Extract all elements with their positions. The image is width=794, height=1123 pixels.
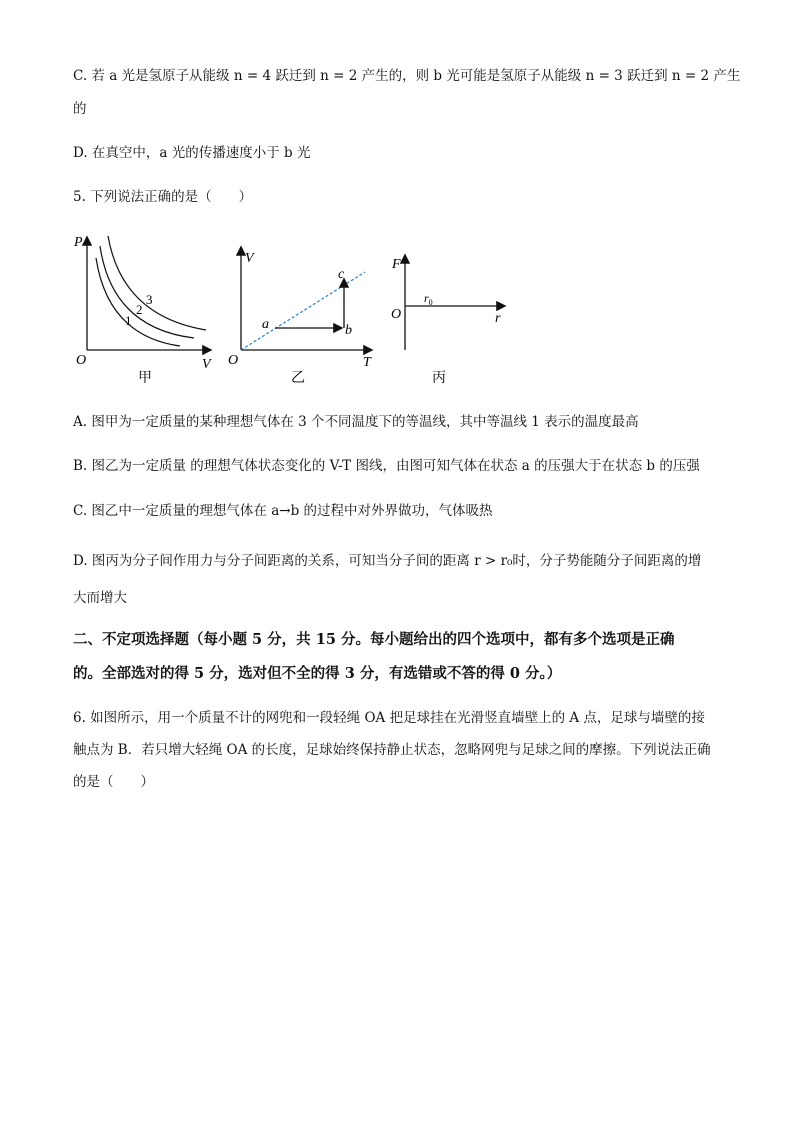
figure-bing xyxy=(388,250,518,388)
option-5d-line1: D. 图丙为分子间作用力与分子间距离的关系，可知当分子间的距离 r > r₀时，分子势能随分子间距离的增 xyxy=(73,553,702,569)
origin-label: O xyxy=(391,307,402,322)
r0-label: $r_0$ xyxy=(424,291,433,307)
option-5d-line2: 大而增大 xyxy=(73,590,127,606)
question-6-line1: 6. 如图所示，用一个质量不计的网兜和一段轻绳 OA 把足球挂在光滑竖直墙壁上的 A 点，足球与墙壁的接 xyxy=(73,710,705,726)
point-c: c xyxy=(338,267,345,282)
axis-label-p: P xyxy=(74,235,83,250)
question-5: 5. 下列说法正确的是（ ） xyxy=(73,189,253,205)
isotherm-3 xyxy=(108,236,206,330)
figure-jia xyxy=(70,228,220,388)
axis-label-f: F xyxy=(392,257,401,272)
option-5b: B. 图乙为一定质量 的理想气体状态变化的 V-T 图线，由图可知气体在状态 a 的压强大于在状态 b 的压强 xyxy=(73,458,700,474)
option-d: D. 在真空中，a 光的传播速度小于 b 光 xyxy=(73,145,311,161)
axis-label-v: V xyxy=(202,357,211,372)
option-c-line2: 的 xyxy=(73,101,87,117)
figure-yi xyxy=(225,240,385,388)
caption-jia: 甲 xyxy=(138,371,152,386)
section-2-heading-line2: 的。全部选对的得 5 分，选对但不全的得 3 分，有选错或不答的得 0 分。） xyxy=(73,665,562,682)
axis-label-v: V xyxy=(245,251,254,266)
axis-label-t: T xyxy=(363,355,371,370)
option-5a: A. 图甲为一定质量的某种理想气体在 3 个不同温度下的等温线，其中等温线 1 表示的温度最高 xyxy=(73,414,639,430)
origin-label: O xyxy=(228,353,239,368)
caption-bing: 丙 xyxy=(432,371,446,386)
question-6-line2: 触点为 B．若只增大轻绳 OA 的长度，足球始终保持静止状态，忽略网兜与足球之间的摩擦。下列说法正确 xyxy=(73,742,711,758)
option-c-line1: C. 若 a 光是氢原子从能级 n = 4 跃迁到 n = 2 产生的，则 b 光可能是氢原子从能级 n = 3 跃迁到 n = 2 产生 xyxy=(73,68,741,84)
axis-label-r: r xyxy=(495,311,501,326)
dashed-line xyxy=(241,272,365,350)
origin-label: O xyxy=(76,353,87,368)
curve-label-1: 1 xyxy=(125,313,132,328)
caption-yi: 乙 xyxy=(291,371,305,386)
curve-label-2: 2 xyxy=(136,302,143,317)
point-b: b xyxy=(345,323,352,338)
option-5c: C. 图乙中一定质量的理想气体在 a→b 的过程中对外界做功，气体吸热 xyxy=(73,503,493,519)
curve-label-3: 3 xyxy=(146,292,153,307)
point-a: a xyxy=(262,317,269,332)
section-2-heading-line1: 二、不定项选择题（每小题 5 分，共 15 分。每小题给出的四个选项中，都有多个选项是正确 xyxy=(73,631,675,648)
question-6-line3: 的是（ ） xyxy=(73,774,154,790)
